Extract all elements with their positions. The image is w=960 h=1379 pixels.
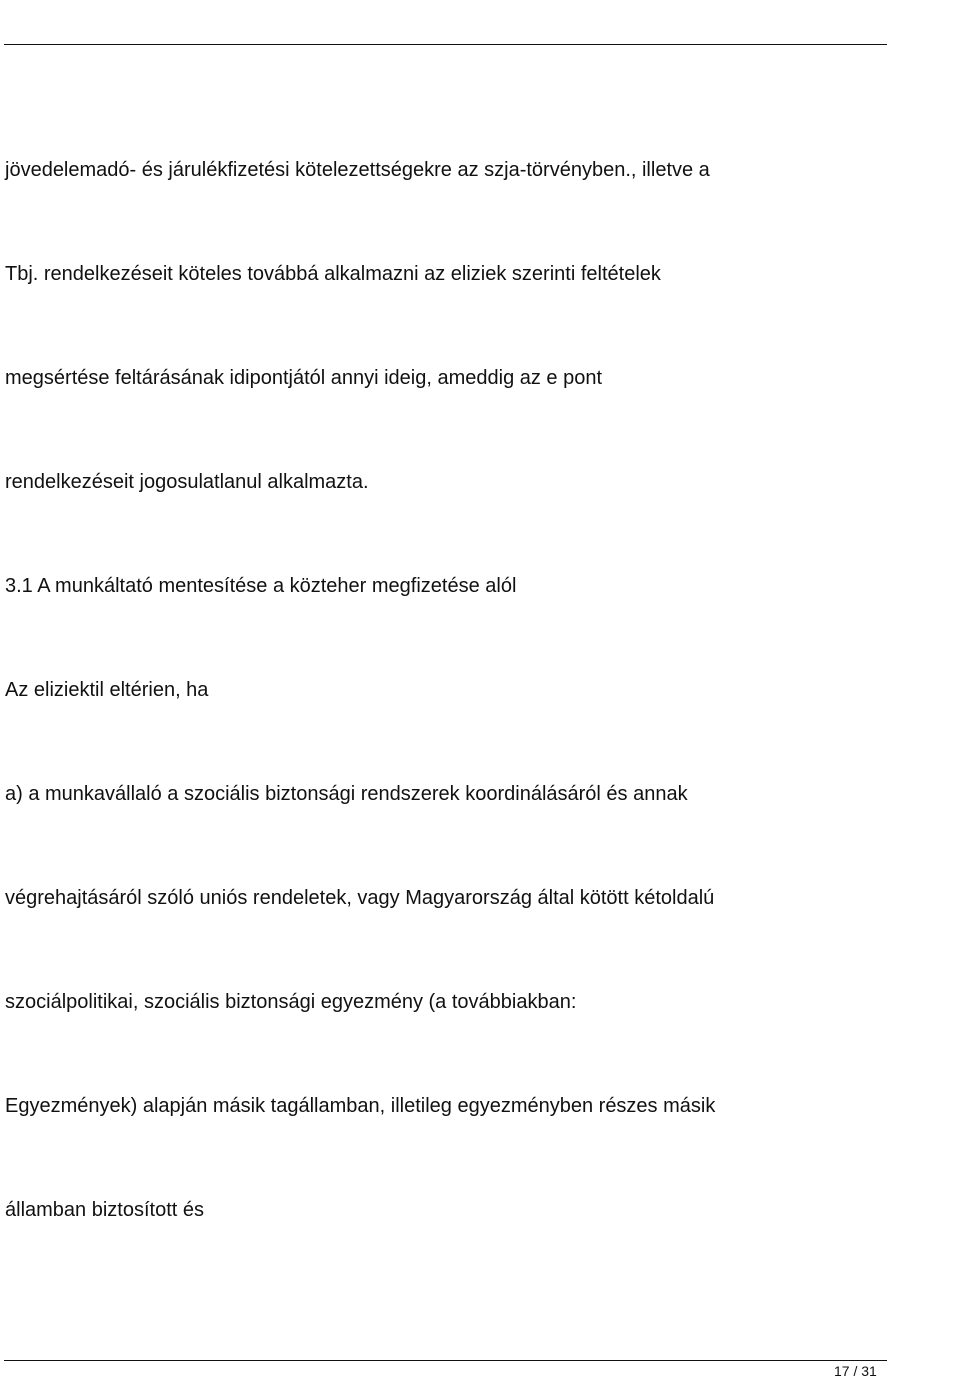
body-text-line: rendelkezéseit jogosulatlanul alkalmazta. [5,471,369,493]
body-text-line: szociálpolitikai, szociális biztonsági egyezmény (a továbbiakban: [5,991,577,1013]
section-heading: 3.1 A munkáltató mentesítése a közteher megfizetése alól [5,575,517,597]
body-text-line: végrehajtásáról szóló uniós rendeletek, vagy Magyarország által kötött kétoldalú [5,887,715,909]
header-divider [4,44,887,45]
body-text-line: államban biztosított és [5,1199,204,1221]
body-text-line: Tbj. rendelkezéseit köteles továbbá alkalmazni az eliziek szerinti feltételek [5,263,661,285]
body-text-line: megsértése feltárásának idipontjától annyi ideig, ameddig az e pont [5,367,603,389]
body-text-line: a) a munkavállaló a szociális biztonsági rendszerek koordinálásáról és annak [5,783,688,805]
body-text-line: Egyezmények) alapján másik tagállamban, illetileg egyezményben részes másik [5,1095,716,1117]
body-text-line: jövedelemadó- és járulékfizetési kötelezettségekre az szja-törvényben., illetve a [5,159,710,181]
page-number: 17 / 31 [834,1363,877,1379]
footer-divider [4,1360,887,1361]
body-text-line: Az eliziektil eltérien, ha [5,679,209,701]
